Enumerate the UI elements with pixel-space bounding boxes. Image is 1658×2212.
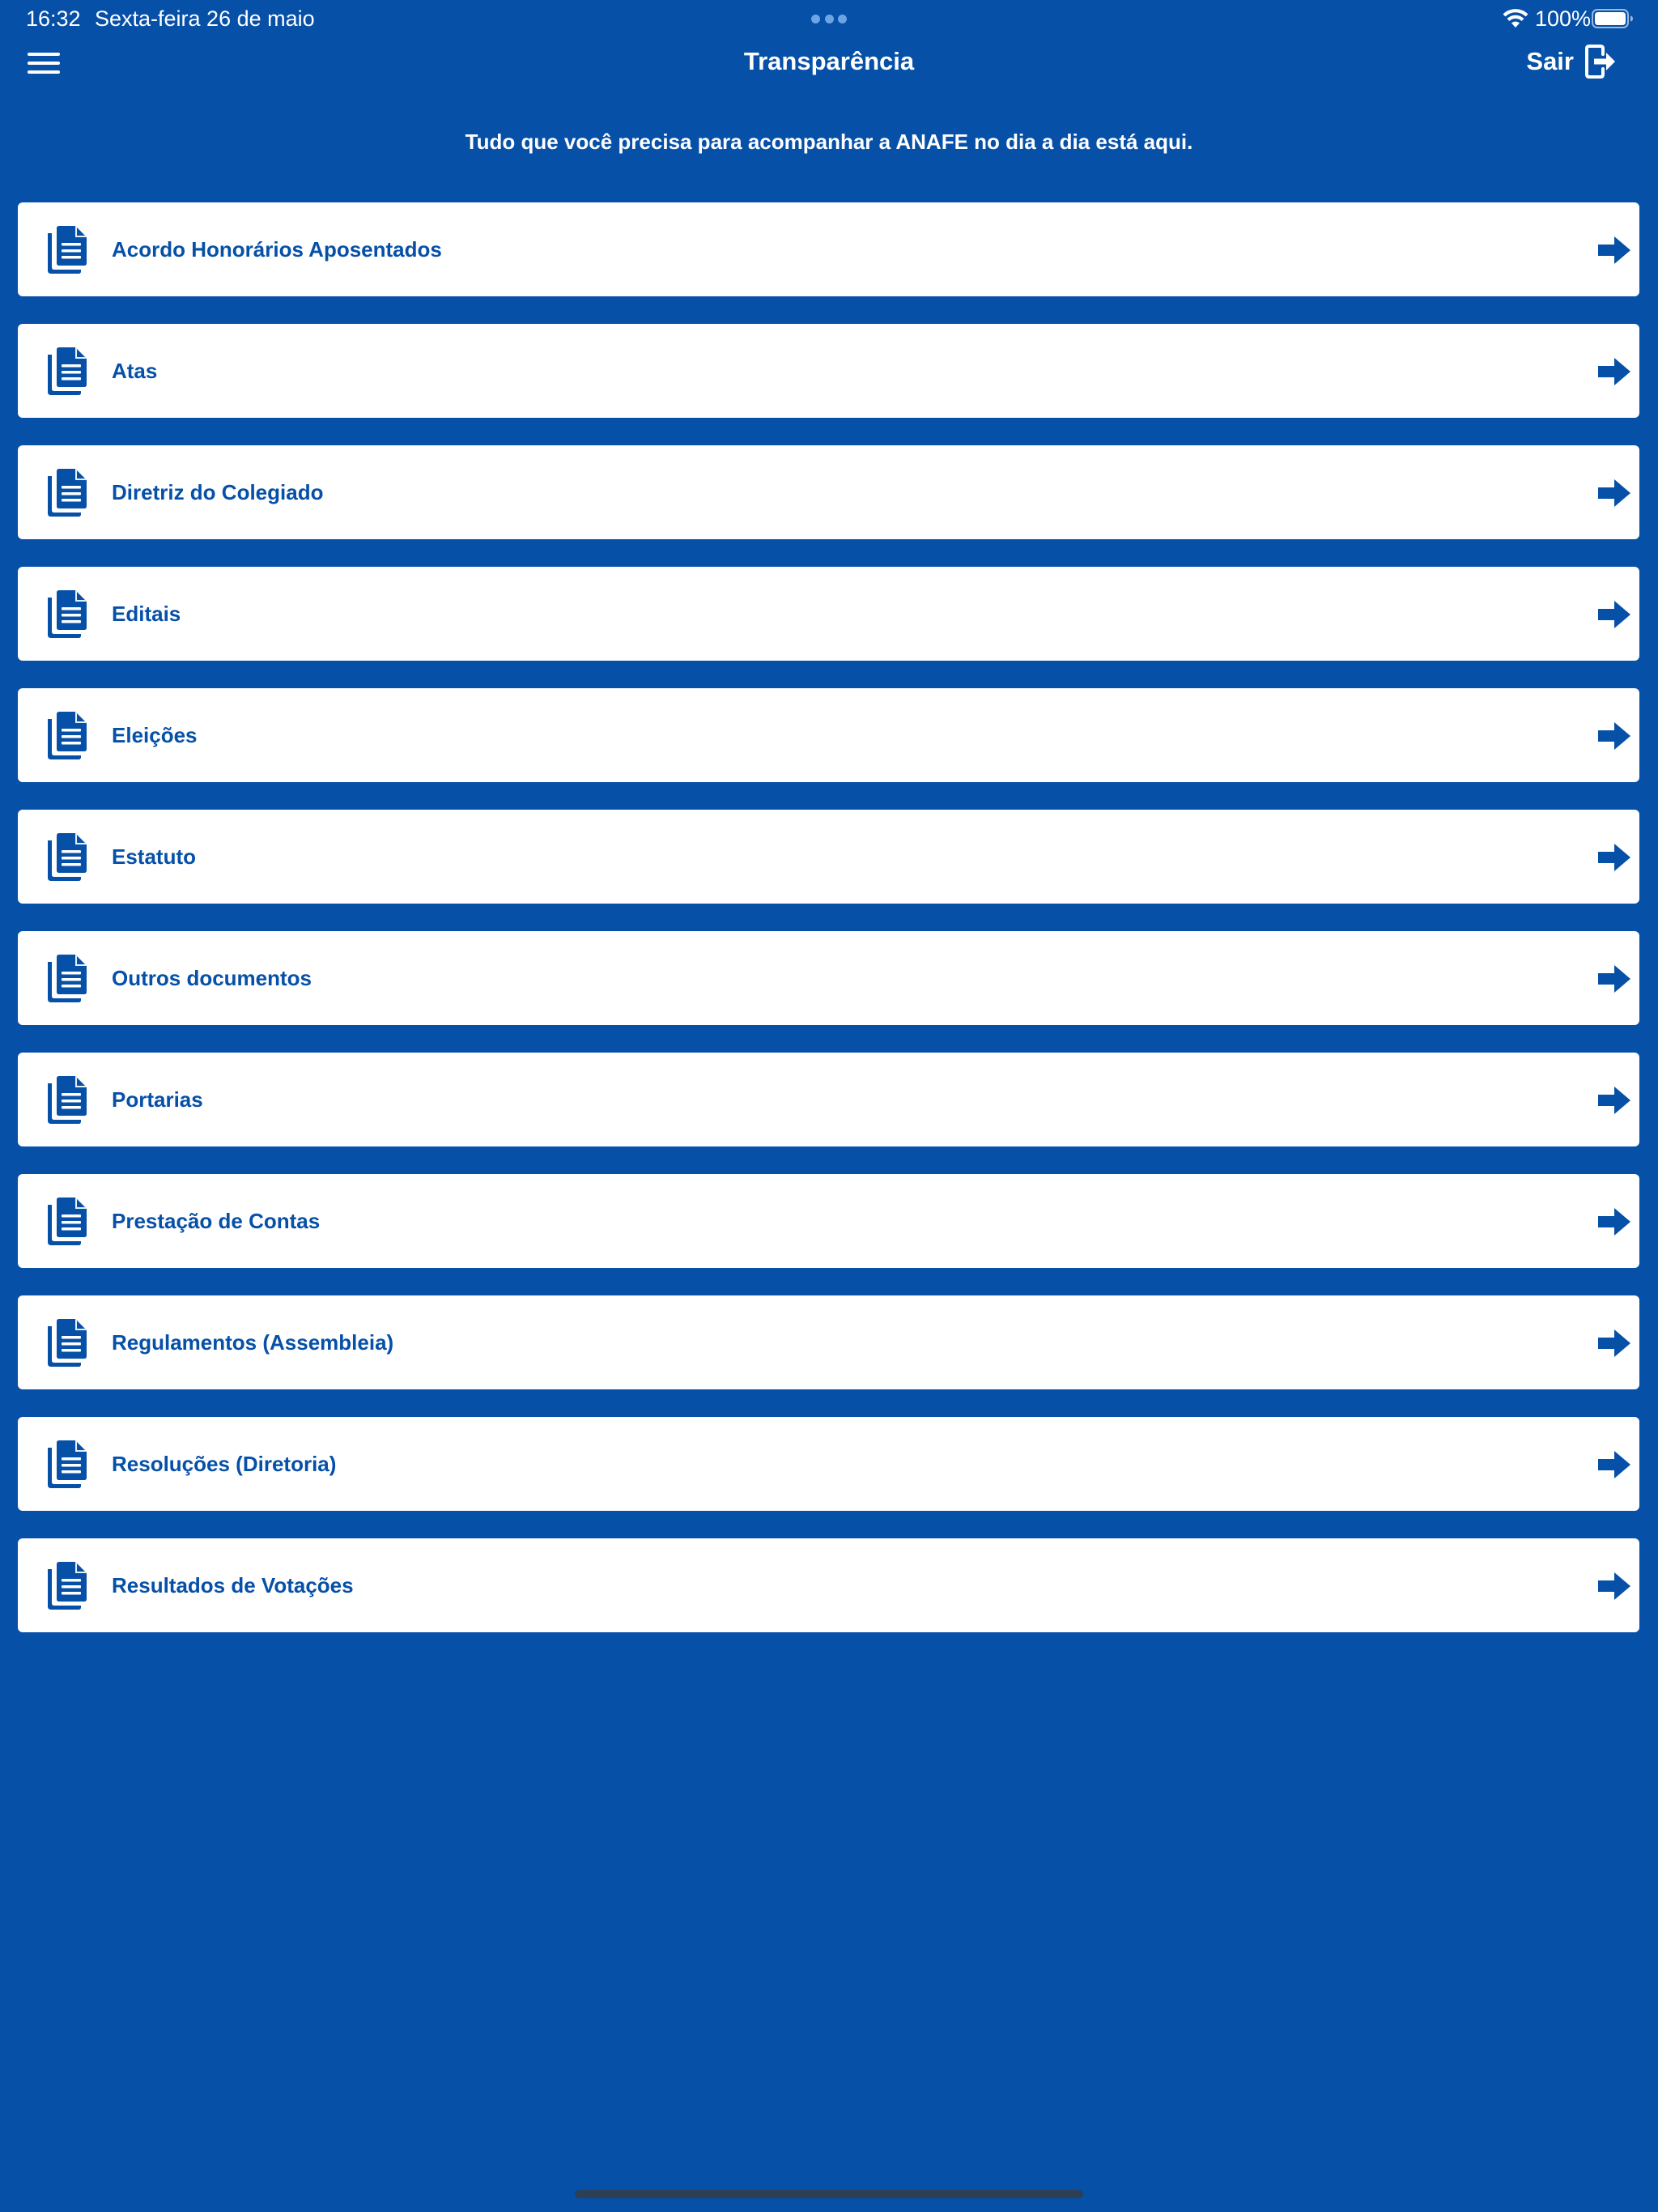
document-icon bbox=[45, 711, 88, 761]
wifi-icon bbox=[1503, 8, 1528, 29]
document-icon bbox=[45, 225, 88, 275]
battery-icon bbox=[1592, 9, 1634, 28]
document-category-list bbox=[18, 202, 1639, 1660]
arrow-right-icon bbox=[1597, 355, 1631, 389]
list-item-label: Eleições bbox=[112, 723, 198, 747]
page-subtitle: Tudo que você precisa para acompanhar a ANAFE no dia a dia está aqui. bbox=[465, 130, 1193, 154]
list-item-resolucoes-diretoria[interactable] bbox=[18, 1417, 1639, 1511]
document-icon bbox=[45, 1075, 88, 1125]
document-icon bbox=[45, 468, 88, 518]
list-item-label: Estatuto bbox=[112, 844, 196, 869]
document-icon bbox=[45, 832, 88, 883]
list-item-label: Prestação de Contas bbox=[112, 1209, 321, 1233]
document-icon bbox=[45, 1440, 88, 1490]
list-item-portarias[interactable] bbox=[18, 1053, 1639, 1146]
logout-button[interactable] bbox=[1526, 42, 1618, 81]
logout-icon bbox=[1584, 44, 1618, 79]
list-item-label: Regulamentos (Assembleia) bbox=[112, 1330, 394, 1355]
list-item-label: Resoluções (Diretoria) bbox=[112, 1452, 337, 1476]
list-item-regulamentos-assembleia[interactable] bbox=[18, 1295, 1639, 1389]
arrow-right-icon bbox=[1597, 840, 1631, 874]
list-item-label: Editais bbox=[112, 602, 181, 626]
list-item-resultados-de-votacoes[interactable] bbox=[18, 1538, 1639, 1632]
battery-percentage: 100% bbox=[1535, 6, 1592, 31]
arrow-right-icon bbox=[1597, 719, 1631, 753]
list-item-estatuto[interactable] bbox=[18, 810, 1639, 904]
status-date: Sexta-feira 26 de maio bbox=[95, 6, 315, 31]
list-item-label: Diretriz do Colegiado bbox=[112, 480, 324, 504]
arrow-right-icon bbox=[1597, 1326, 1631, 1360]
arrow-right-icon bbox=[1597, 476, 1631, 510]
status-bar bbox=[0, 0, 1658, 39]
list-item-label: Atas bbox=[112, 359, 158, 383]
list-item-outros-documentos[interactable] bbox=[18, 931, 1639, 1025]
arrow-right-icon bbox=[1597, 1569, 1631, 1603]
home-indicator[interactable] bbox=[575, 2190, 1083, 2198]
arrow-right-icon bbox=[1597, 1083, 1631, 1117]
document-icon bbox=[45, 1318, 88, 1368]
status-time: 16:32 bbox=[26, 6, 81, 31]
multitasking-dots-icon[interactable] bbox=[811, 15, 847, 24]
arrow-right-icon bbox=[1597, 233, 1631, 267]
list-item-prestacao-de-contas[interactable] bbox=[18, 1174, 1639, 1268]
list-item-editais[interactable] bbox=[18, 567, 1639, 661]
arrow-right-icon bbox=[1597, 962, 1631, 996]
list-item-acordo-honorarios-aposentados[interactable] bbox=[18, 202, 1639, 296]
document-icon bbox=[45, 589, 88, 640]
list-item-label: Portarias bbox=[112, 1087, 203, 1112]
document-icon bbox=[45, 1197, 88, 1247]
list-item-atas[interactable] bbox=[18, 324, 1639, 418]
arrow-right-icon bbox=[1597, 1205, 1631, 1239]
list-item-label: Resultados de Votações bbox=[112, 1573, 354, 1597]
list-item-label: Acordo Honorários Aposentados bbox=[112, 237, 442, 262]
document-icon bbox=[45, 954, 88, 1004]
list-item-eleicoes[interactable] bbox=[18, 688, 1639, 782]
list-item-label: Outros documentos bbox=[112, 966, 312, 990]
navigation-bar bbox=[0, 39, 1658, 120]
arrow-right-icon bbox=[1597, 598, 1631, 632]
page-title: Transparência bbox=[743, 47, 915, 75]
list-item-diretriz-do-colegiado[interactable] bbox=[18, 445, 1639, 539]
document-icon bbox=[45, 1561, 88, 1611]
arrow-right-icon bbox=[1597, 1448, 1631, 1482]
document-icon bbox=[45, 347, 88, 397]
logout-label: Sair bbox=[1526, 47, 1574, 75]
